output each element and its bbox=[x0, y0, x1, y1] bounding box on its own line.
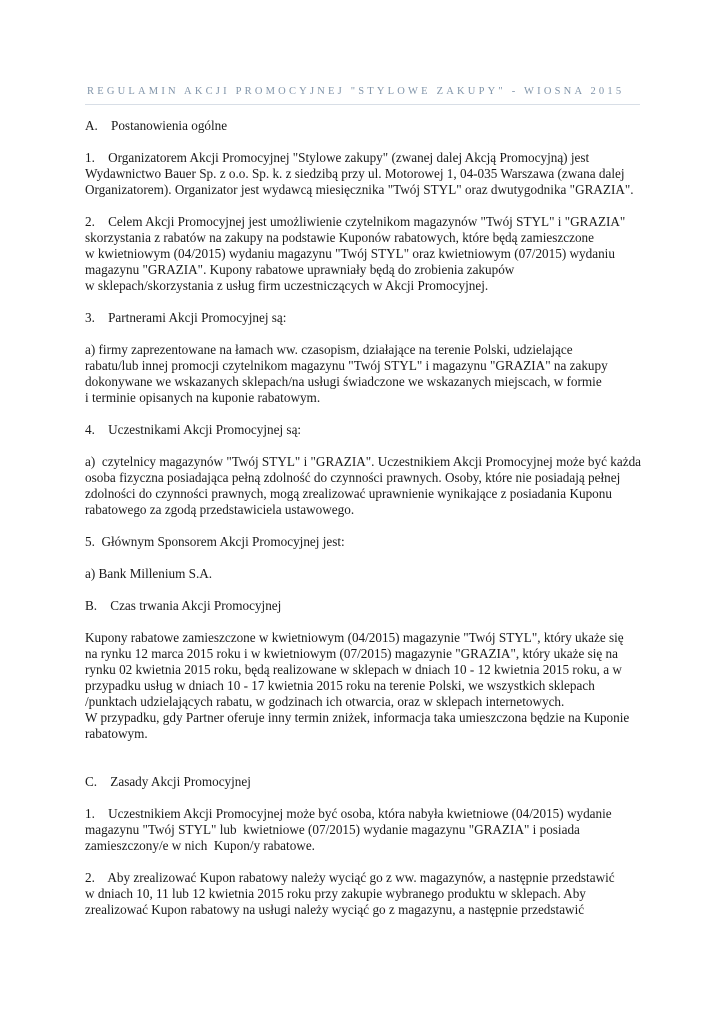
paragraph-a1 bbox=[85, 150, 645, 198]
text-line: skorzystania z rabatów na zakupy na podstawie Kuponów rabatowych, które będą zamieszczone bbox=[85, 230, 594, 245]
paragraph-a4a bbox=[85, 454, 645, 518]
section-b-title: B. Czas trwania Akcji Promocyjnej bbox=[85, 598, 282, 613]
text-line: i terminie opisanych na kuponie rabatowym. bbox=[85, 390, 321, 405]
text-line: w sklepach/skorzystania z usług firm uczestniczących w Akcji Promocyjnej. bbox=[85, 278, 489, 293]
text-line: zrealizować Kupon rabatowy na usługi należy wyciąć go z magazynu, a następnie przedstawić bbox=[85, 902, 585, 917]
text-line: na rynku 12 marca 2015 roku i w kwietniowym (07/2015) magazynie "GRAZIA", który ukaże się na bbox=[85, 646, 619, 661]
text-line: a) firmy zaprezentowane na łamach ww. czasopism, działające na terenie Polski, udzielające bbox=[85, 342, 573, 357]
text-line: przypadku usług w dniach 10 - 17 kwietnia 2015 roku na terenie Polski, we wszystkich sklepach bbox=[85, 678, 595, 693]
header-divider bbox=[85, 104, 640, 105]
text-line: rynku 02 kwietnia 2015 roku, będą realizowane w sklepach w dniach 10 - 12 kwietnia 2015 roku, a w bbox=[85, 662, 622, 677]
paragraph-a5: 5. Głównym Sponsorem Akcji Promocyjnej jest: bbox=[85, 534, 345, 549]
text-line: rabatowym. bbox=[85, 726, 148, 741]
text-line: W przypadku, gdy Partner oferuje inny termin zniżek, informacja taka umieszczona będzie na Kuponie bbox=[85, 710, 630, 725]
text-line: zdolności do czynności prawnych, mogą zrealizować uprawnienie wynikające z posiadania Kuponu bbox=[85, 486, 612, 501]
document-body bbox=[85, 118, 645, 918]
text-line: zamieszczony/e w nich Kupon/y rabatowe. bbox=[85, 838, 315, 853]
text-line: 2. Aby zrealizować Kupon rabatowy należy wyciąć go z ww. magazynów, a następnie przedstawić bbox=[85, 870, 615, 885]
paragraph-b bbox=[85, 630, 645, 742]
text-line: rabatu/lub innej promocji czytelnikom magazynu "Twój STYL" i magazynu "GRAZIA" na zakupy bbox=[85, 358, 608, 373]
paragraph-c1 bbox=[85, 806, 645, 854]
text-line: rabatowego za zgodą przedstawiciela ustawowego. bbox=[85, 502, 355, 517]
text-line: 1. Organizatorem Akcji Promocyjnej "Stylowe zakupy" (zwanej dalej Akcją Promocyjną) jest bbox=[85, 150, 590, 165]
document-header: REGULAMIN AKCJI PROMOCYJNEJ "STYLOWE ZAKUPY" - WIOSNA 2015 bbox=[87, 86, 625, 97]
text-line: 1. Uczestnikiem Akcji Promocyjnej może być osoba, która nabyła kwietniowe (04/2015) wydanie bbox=[85, 806, 612, 821]
paragraph-a4: 4. Uczestnikami Akcji Promocyjnej są: bbox=[85, 422, 302, 437]
paragraph-a3a bbox=[85, 342, 645, 406]
text-line: osoba fizyczna posiadająca pełną zdolność do czynności prawnych. Osoby, które nie posiadają pełnej bbox=[85, 470, 621, 485]
text-line: magazynu "GRAZIA". Kupony rabatowe uprawniały będą do zrobienia zakupów bbox=[85, 262, 515, 277]
text-line: /punktach udzielających rabatu, w godzinach ich otwarcia, oraz w sklepach internetowych. bbox=[85, 694, 565, 709]
text-line: magazynu "Twój STYL" lub kwietniowe (07/2015) wydanie magazynu "GRAZIA" i posiada bbox=[85, 822, 580, 837]
text-line: dokonywane we wskazanych sklepach/na usługi świadczone we wskazanych miejscach, w formie bbox=[85, 374, 602, 389]
paragraph-a3: 3. Partnerami Akcji Promocyjnej są: bbox=[85, 310, 287, 325]
text-line: 2. Celem Akcji Promocyjnej jest umożliwienie czytelnikom magazynów "Twój STYL" i "GRAZIA" bbox=[85, 214, 626, 229]
text-line: Organizatorem). Organizator jest wydawcą miesięcznika "Twój STYL" oraz dwutygodnika "GRAZIA". bbox=[85, 182, 634, 197]
text-line: w dniach 10, 11 lub 12 kwietnia 2015 roku przy zakupie wybranego produktu w sklepach. Aby bbox=[85, 886, 586, 901]
paragraph-a5a: a) Bank Millenium S.A. bbox=[85, 566, 213, 581]
text-line: w kwietniowym (04/2015) wydaniu magazynu "Twój STYL" oraz kwietniowym (07/2015) wydaniu bbox=[85, 246, 615, 261]
section-c-title: C. Zasady Akcji Promocyjnej bbox=[85, 774, 251, 789]
paragraph-a2 bbox=[85, 214, 645, 294]
text-line: Kupony rabatowe zamieszczone w kwietniowym (04/2015) magazynie "Twój STYL", który ukaże się bbox=[85, 630, 624, 645]
text-line: a) czytelnicy magazynów "Twój STYL" i "GRAZIA". Uczestnikiem Akcji Promocyjnej może być każda bbox=[85, 454, 642, 469]
paragraph-c2 bbox=[85, 870, 645, 918]
section-a-title: A. Postanowienia ogólne bbox=[85, 118, 228, 133]
text-line: Wydawnictwo Bauer Sp. z o.o. Sp. k. z siedzibą przy ul. Motorowej 1, 04-035 Warszawa (zwana dalej bbox=[85, 166, 625, 181]
